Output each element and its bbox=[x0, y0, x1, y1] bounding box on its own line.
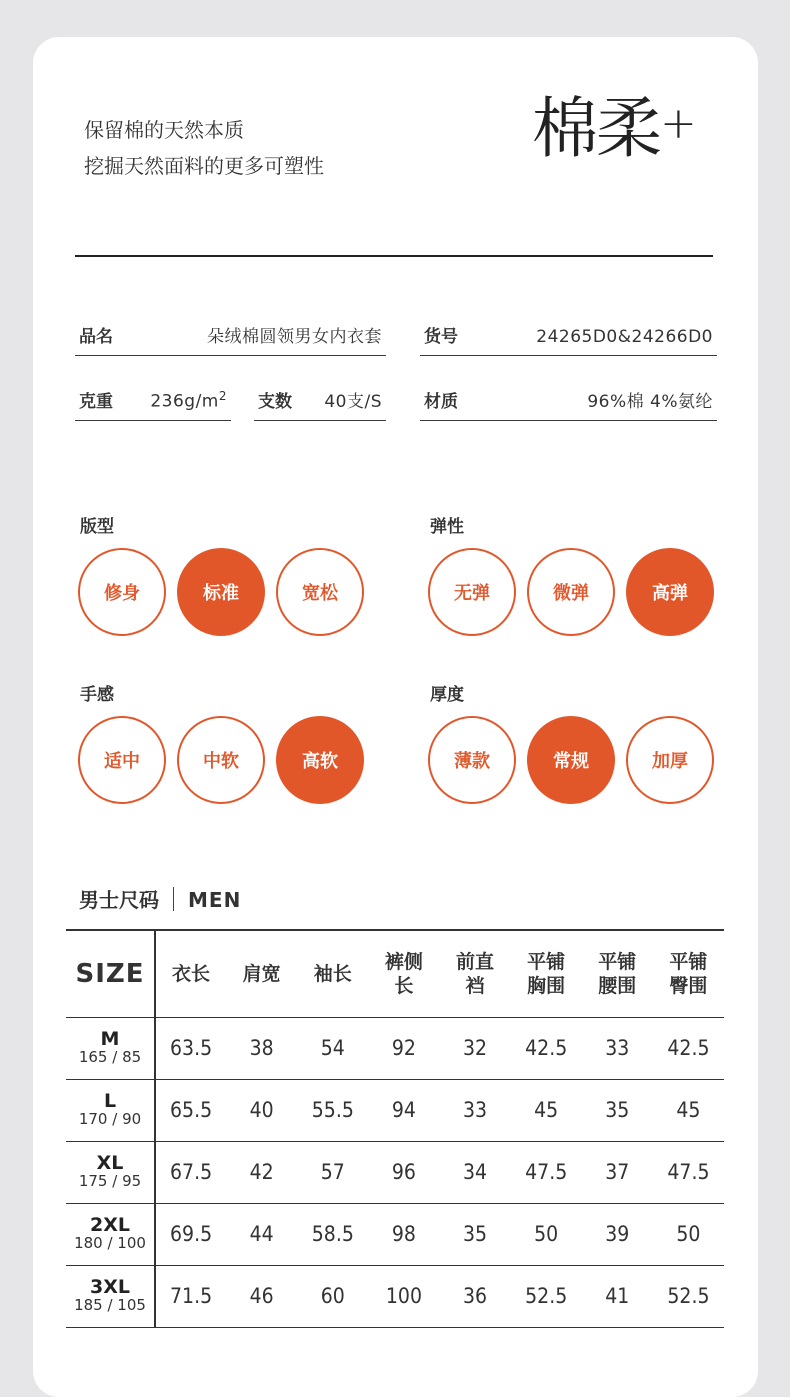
elasticity-option-slight: 微弹 bbox=[527, 548, 615, 636]
value-cell: 46 bbox=[249, 1284, 274, 1308]
header-shoulder: 肩宽 bbox=[242, 962, 281, 985]
thickness-option-thin: 薄款 bbox=[428, 716, 516, 804]
value-cell: 42.5 bbox=[667, 1036, 710, 1060]
value-cell: 41 bbox=[605, 1284, 630, 1308]
value-cell: 92 bbox=[391, 1036, 416, 1060]
header-divider bbox=[75, 255, 713, 257]
header-size: SIZE bbox=[66, 930, 155, 1017]
title-separator bbox=[173, 887, 174, 911]
header-front-rise: 前直 裆 bbox=[456, 950, 495, 997]
feel-option-high-soft: 高软 bbox=[276, 716, 364, 804]
value-cell: 45 bbox=[676, 1098, 701, 1122]
value-cell: 50 bbox=[676, 1222, 701, 1246]
value-cell: 45 bbox=[534, 1098, 559, 1122]
table-row bbox=[66, 1141, 724, 1203]
value-cell: 47.5 bbox=[667, 1160, 710, 1184]
value-cell: 98 bbox=[391, 1222, 416, 1246]
attr-label-fit: 版型 bbox=[80, 517, 114, 537]
spec-value: 朵绒棉圆领男女内衣套 bbox=[207, 327, 382, 347]
value-cell: 33 bbox=[605, 1036, 630, 1060]
spec-product-name bbox=[75, 327, 386, 356]
value-cell: 37 bbox=[605, 1160, 630, 1184]
value-cell: 57 bbox=[320, 1160, 345, 1184]
value-cell: 52.5 bbox=[525, 1284, 568, 1308]
spec-value: 40支/S bbox=[324, 392, 382, 412]
spec-label: 货号 bbox=[424, 327, 458, 347]
header-length: 衣长 bbox=[172, 962, 211, 985]
value-cell: 36 bbox=[463, 1284, 488, 1308]
value-cell: 32 bbox=[463, 1036, 488, 1060]
attr-label-thickness: 厚度 bbox=[430, 685, 464, 705]
header-pants-side-length: 裤侧 长 bbox=[384, 950, 423, 997]
value-cell: 50 bbox=[534, 1222, 559, 1246]
size-section-title bbox=[79, 884, 241, 913]
spec-sku bbox=[420, 327, 717, 356]
value-cell: 55.5 bbox=[311, 1098, 354, 1122]
value-cell: 35 bbox=[605, 1098, 630, 1122]
spec-value: $236g/m^2$ bbox=[150, 389, 227, 412]
spec-weight bbox=[75, 389, 231, 421]
thickness-option-regular: 常规 bbox=[527, 716, 615, 804]
size-cell: XL 175 / 95 bbox=[66, 1141, 155, 1203]
value-cell: 67.5 bbox=[170, 1160, 213, 1184]
value-cell: 47.5 bbox=[525, 1160, 568, 1184]
value-cell: 100 bbox=[385, 1284, 422, 1308]
spec-label: 品名 bbox=[79, 327, 113, 347]
logo-text: 棉柔 bbox=[532, 90, 660, 167]
feel-option-medium-soft: 中软 bbox=[177, 716, 265, 804]
spec-label: 材质 bbox=[424, 392, 458, 412]
value-cell: 38 bbox=[249, 1036, 274, 1060]
value-cell: 42.5 bbox=[525, 1036, 568, 1060]
header-sleeve: 袖长 bbox=[313, 962, 352, 985]
elasticity-option-high: 高弹 bbox=[626, 548, 714, 636]
value-cell: 60 bbox=[320, 1284, 345, 1308]
size-chart-table bbox=[66, 929, 724, 1328]
size-cell: 2XL 180 / 100 bbox=[66, 1203, 155, 1265]
spec-value: 24265D0&24266D0 bbox=[536, 327, 713, 347]
intro-line-1: 保留棉的天然本质 bbox=[84, 118, 244, 142]
value-cell: 58.5 bbox=[311, 1222, 354, 1246]
elasticity-option-none: 无弹 bbox=[428, 548, 516, 636]
intro-text bbox=[84, 112, 324, 184]
fit-option-slim: 修身 bbox=[78, 548, 166, 636]
spec-label: 克重 bbox=[79, 392, 113, 412]
fit-option-standard: 标准 bbox=[177, 548, 265, 636]
size-cell: M 165 / 85 bbox=[66, 1017, 155, 1079]
table-row bbox=[66, 1203, 724, 1265]
header-hip: 平铺 臀围 bbox=[669, 950, 708, 997]
spec-yarn-count bbox=[254, 392, 386, 421]
value-cell: 39 bbox=[605, 1222, 630, 1246]
fit-option-loose: 宽松 bbox=[276, 548, 364, 636]
thickness-option-thick: 加厚 bbox=[626, 716, 714, 804]
spec-material bbox=[420, 392, 717, 421]
value-cell: 44 bbox=[249, 1222, 274, 1246]
logo-plus: + bbox=[660, 98, 695, 149]
value-cell: 33 bbox=[463, 1098, 488, 1122]
feel-option-moderate: 适中 bbox=[78, 716, 166, 804]
table-row bbox=[66, 1017, 724, 1079]
value-cell: 96 bbox=[391, 1160, 416, 1184]
attr-label-hand-feel: 手感 bbox=[80, 685, 114, 705]
intro-line-2: 挖掘天然面料的更多可塑性 bbox=[84, 154, 324, 178]
value-cell: 65.5 bbox=[170, 1098, 213, 1122]
value-cell: 69.5 bbox=[170, 1222, 213, 1246]
size-cell: L 170 / 90 bbox=[66, 1079, 155, 1141]
size-title-cn: 男士尺码 bbox=[79, 888, 159, 912]
table-header-row bbox=[66, 930, 724, 1017]
size-cell: 3XL 185 / 105 bbox=[66, 1265, 155, 1327]
table-row bbox=[66, 1265, 724, 1327]
value-cell: 34 bbox=[463, 1160, 488, 1184]
value-cell: 63.5 bbox=[170, 1036, 213, 1060]
table-row bbox=[66, 1079, 724, 1141]
size-title-en: MEN bbox=[188, 888, 242, 912]
value-cell: 94 bbox=[391, 1098, 416, 1122]
value-cell: 52.5 bbox=[667, 1284, 710, 1308]
value-cell: 40 bbox=[249, 1098, 274, 1122]
header-waist: 平铺 腰围 bbox=[598, 950, 637, 997]
value-cell: 54 bbox=[320, 1036, 345, 1060]
spec-label: 支数 bbox=[258, 392, 292, 412]
value-cell: 35 bbox=[463, 1222, 488, 1246]
brand-logo bbox=[532, 90, 695, 167]
value-cell: 42 bbox=[249, 1160, 274, 1184]
value-cell: 71.5 bbox=[170, 1284, 213, 1308]
attr-label-elasticity: 弹性 bbox=[430, 517, 464, 537]
spec-value: 96%棉 4%氨纶 bbox=[587, 392, 713, 412]
header-chest: 平铺 胸围 bbox=[527, 950, 566, 997]
